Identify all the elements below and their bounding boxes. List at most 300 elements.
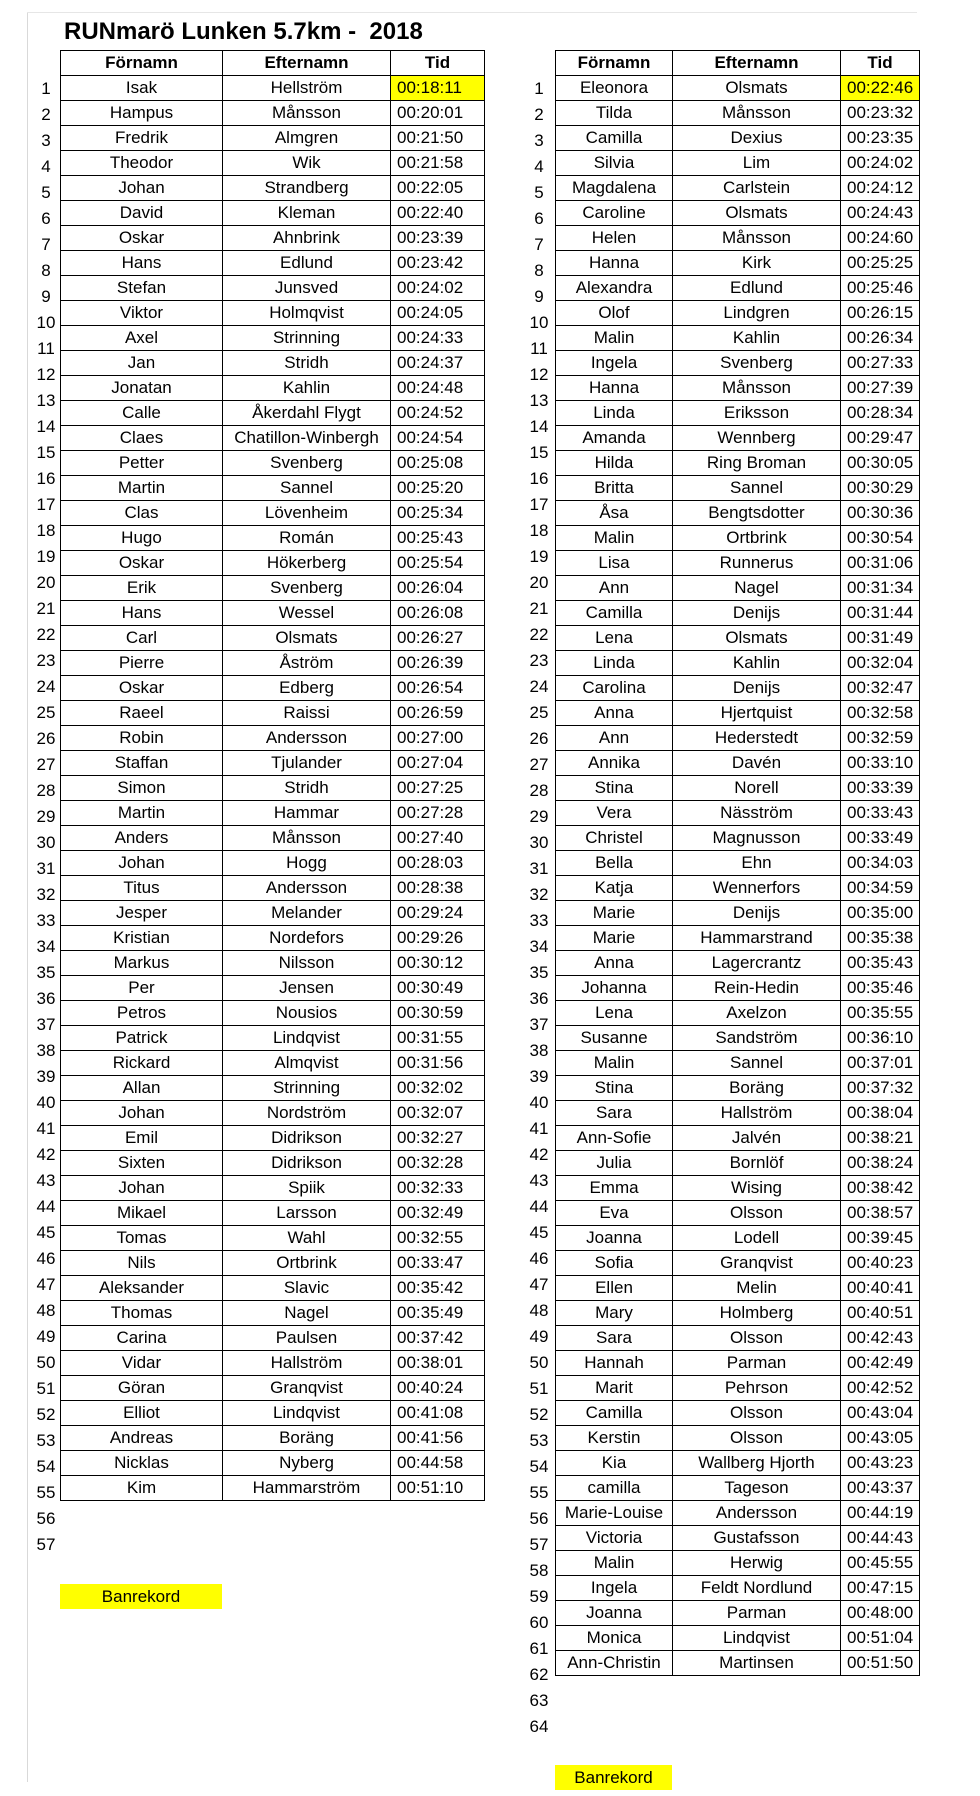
- last-name-cell: Månsson: [673, 376, 841, 401]
- page-title: RUNmarö Lunken 5.7km - 2018: [64, 18, 423, 45]
- table-row: [61, 751, 485, 776]
- table-row: [556, 1026, 920, 1051]
- table-row: [61, 951, 485, 976]
- last-name-cell: Månsson: [223, 101, 391, 126]
- last-name-cell: Junsved: [223, 276, 391, 301]
- first-name-cell: Caroline: [556, 201, 673, 226]
- table-row: [556, 1001, 920, 1026]
- table-row: [556, 526, 920, 551]
- first-name-cell: Sixten: [61, 1151, 223, 1176]
- header-time: Tid: [841, 51, 920, 76]
- first-name-cell: Martin: [61, 476, 223, 501]
- last-name-cell: Herwig: [673, 1551, 841, 1576]
- time-cell: 00:32:02: [391, 1076, 485, 1101]
- last-name-cell: Nordström: [223, 1101, 391, 1126]
- men-table-header: [61, 51, 485, 76]
- time-cell: 00:26:54: [391, 676, 485, 701]
- time-cell: 00:37:32: [841, 1076, 920, 1101]
- placement-number: 36: [36, 989, 56, 1008]
- time-cell: 00:27:04: [391, 751, 485, 776]
- first-name-cell: Tilda: [556, 101, 673, 126]
- last-name-cell: Kahlin: [223, 376, 391, 401]
- table-row: [61, 926, 485, 951]
- table-row: [61, 1051, 485, 1076]
- last-name-cell: Stridh: [223, 776, 391, 801]
- placement-number: 28: [529, 781, 549, 800]
- first-name-cell: Vidar: [61, 1351, 223, 1376]
- table-row: [556, 1451, 920, 1476]
- table-row: [61, 626, 485, 651]
- first-name-cell: Alexandra: [556, 276, 673, 301]
- table-row: [556, 426, 920, 451]
- table-row: [556, 401, 920, 426]
- table-row: [61, 301, 485, 326]
- placement-number: 50: [36, 1353, 56, 1372]
- placement-number: 22: [36, 625, 56, 644]
- first-name-cell: Monica: [556, 1626, 673, 1651]
- time-cell: 00:31:56: [391, 1051, 485, 1076]
- placement-number: 6: [534, 209, 544, 228]
- first-name-cell: Erik: [61, 576, 223, 601]
- time-cell: 00:31:44: [841, 601, 920, 626]
- table-row: [61, 351, 485, 376]
- last-name-cell: Granqvist: [673, 1251, 841, 1276]
- placement-number: 16: [529, 469, 549, 488]
- last-name-cell: Román: [223, 526, 391, 551]
- first-name-cell: Camilla: [556, 126, 673, 151]
- last-name-cell: Nagel: [673, 576, 841, 601]
- last-name-cell: Holmberg: [673, 1301, 841, 1326]
- placement-number: 33: [36, 911, 56, 930]
- last-name-cell: Spiik: [223, 1176, 391, 1201]
- first-name-cell: Staffan: [61, 751, 223, 776]
- table-row: [556, 776, 920, 801]
- table-row: [556, 1051, 920, 1076]
- table-row: [556, 251, 920, 276]
- placement-number: 41: [36, 1119, 56, 1138]
- placement-number: 38: [529, 1041, 549, 1060]
- time-cell: 00:25:46: [841, 276, 920, 301]
- time-cell: 00:24:37: [391, 351, 485, 376]
- women-table-header: [556, 51, 920, 76]
- table-row: [556, 926, 920, 951]
- first-name-cell: Jesper: [61, 901, 223, 926]
- table-row: [556, 176, 920, 201]
- time-cell: 00:33:39: [841, 776, 920, 801]
- placement-number: 37: [36, 1015, 56, 1034]
- time-cell: 00:32:59: [841, 726, 920, 751]
- table-row: [61, 151, 485, 176]
- first-name-cell: Fredrik: [61, 126, 223, 151]
- placement-number: 22: [529, 625, 549, 644]
- time-cell: 00:25:34: [391, 501, 485, 526]
- table-row: [61, 601, 485, 626]
- time-cell: 00:26:04: [391, 576, 485, 601]
- time-cell: 00:32:28: [391, 1151, 485, 1176]
- first-name-cell: Malin: [556, 1051, 673, 1076]
- time-cell: 00:27:39: [841, 376, 920, 401]
- first-name-cell: Allan: [61, 1076, 223, 1101]
- placement-number: 36: [529, 989, 549, 1008]
- placement-number: 26: [36, 729, 56, 748]
- last-name-cell: Didrikson: [223, 1126, 391, 1151]
- first-name-cell: Linda: [556, 401, 673, 426]
- last-name-cell: Wessel: [223, 601, 391, 626]
- last-name-cell: Wennberg: [673, 426, 841, 451]
- time-cell: 00:47:15: [841, 1576, 920, 1601]
- first-name-cell: Mikael: [61, 1201, 223, 1226]
- header-last-name: Efternamn: [223, 51, 391, 76]
- last-name-cell: Sannel: [223, 476, 391, 501]
- placement-number: 17: [529, 495, 549, 514]
- placement-number: 46: [529, 1249, 549, 1268]
- first-name-cell: Marie-Louise: [556, 1501, 673, 1526]
- table-row: [556, 601, 920, 626]
- first-name-cell: Ann: [556, 576, 673, 601]
- table-row: [61, 1026, 485, 1051]
- time-cell: 00:40:24: [391, 1376, 485, 1401]
- placement-number: 45: [36, 1223, 56, 1242]
- last-name-cell: Andersson: [673, 1501, 841, 1526]
- first-name-cell: David: [61, 201, 223, 226]
- table-row: [61, 1326, 485, 1351]
- time-cell: 00:40:23: [841, 1251, 920, 1276]
- table-row: [556, 1401, 920, 1426]
- time-cell: 00:37:01: [841, 1051, 920, 1076]
- first-name-cell: Ellen: [556, 1276, 673, 1301]
- first-name-cell: Oskar: [61, 676, 223, 701]
- table-row: [556, 876, 920, 901]
- time-cell: 00:35:42: [391, 1276, 485, 1301]
- last-name-cell: Paulsen: [223, 1326, 391, 1351]
- page-border: [27, 12, 28, 1782]
- placement-number: 1: [534, 79, 544, 98]
- time-cell: 00:31:34: [841, 576, 920, 601]
- placement-number: 2: [41, 105, 51, 124]
- time-cell: 00:40:41: [841, 1276, 920, 1301]
- placement-number: 14: [36, 417, 56, 436]
- table-row: [61, 76, 485, 101]
- placement-number: 19: [36, 547, 56, 566]
- placement-number: 44: [529, 1197, 549, 1216]
- last-name-cell: Boräng: [673, 1076, 841, 1101]
- time-cell: 00:33:49: [841, 826, 920, 851]
- table-row: [556, 301, 920, 326]
- time-cell: 00:32:07: [391, 1101, 485, 1126]
- last-name-cell: Näsström: [673, 801, 841, 826]
- last-name-cell: Olsson: [673, 1426, 841, 1451]
- last-name-cell: Hederstedt: [673, 726, 841, 751]
- time-cell: 00:31:06: [841, 551, 920, 576]
- last-name-cell: Stridh: [223, 351, 391, 376]
- last-name-cell: Melin: [673, 1276, 841, 1301]
- time-cell: 00:35:43: [841, 951, 920, 976]
- table-row: [61, 1076, 485, 1101]
- first-name-cell: Calle: [61, 401, 223, 426]
- placement-number: 21: [36, 599, 56, 618]
- time-cell: 00:48:00: [841, 1601, 920, 1626]
- time-cell: 00:27:33: [841, 351, 920, 376]
- last-name-cell: Gustafsson: [673, 1526, 841, 1551]
- time-cell: 00:34:03: [841, 851, 920, 876]
- placement-number: 51: [36, 1379, 56, 1398]
- last-name-cell: Åström: [223, 651, 391, 676]
- table-row: [556, 276, 920, 301]
- last-name-cell: Nousios: [223, 1001, 391, 1026]
- placement-number: 57: [36, 1535, 56, 1554]
- last-name-cell: Olsson: [673, 1401, 841, 1426]
- last-name-cell: Nagel: [223, 1301, 391, 1326]
- last-name-cell: Månsson: [223, 826, 391, 851]
- last-name-cell: Ehn: [673, 851, 841, 876]
- time-cell: 00:25:20: [391, 476, 485, 501]
- time-cell: 00:38:21: [841, 1126, 920, 1151]
- last-name-cell: Denijs: [673, 901, 841, 926]
- placement-number: 24: [36, 677, 56, 696]
- table-row: [556, 376, 920, 401]
- first-name-cell: Susanne: [556, 1026, 673, 1051]
- table-row: [556, 1551, 920, 1576]
- placement-number: 57: [529, 1535, 549, 1554]
- last-name-cell: Andersson: [223, 726, 391, 751]
- first-name-cell: Christel: [556, 826, 673, 851]
- header-time: Tid: [391, 51, 485, 76]
- time-cell: 00:27:00: [391, 726, 485, 751]
- table-row: [556, 151, 920, 176]
- time-cell: 00:42:49: [841, 1351, 920, 1376]
- time-cell: 00:25:43: [391, 526, 485, 551]
- last-name-cell: Olsson: [673, 1326, 841, 1351]
- table-row: [556, 1626, 920, 1651]
- placement-number: 18: [529, 521, 549, 540]
- time-cell: 00:25:54: [391, 551, 485, 576]
- last-name-cell: Lim: [673, 151, 841, 176]
- last-name-cell: Strinning: [223, 326, 391, 351]
- table-row: [61, 126, 485, 151]
- placement-number: 4: [534, 157, 544, 176]
- first-name-cell: Raeel: [61, 701, 223, 726]
- time-cell: 00:32:33: [391, 1176, 485, 1201]
- placement-number: 23: [36, 651, 56, 670]
- time-cell: 00:26:08: [391, 601, 485, 626]
- time-cell: 00:20:01: [391, 101, 485, 126]
- placement-number: 44: [36, 1197, 56, 1216]
- placement-number: 11: [37, 339, 55, 358]
- placement-number: 3: [41, 131, 51, 150]
- last-name-cell: Svenberg: [223, 576, 391, 601]
- time-cell: 00:41:08: [391, 1401, 485, 1426]
- last-name-cell: Tjulander: [223, 751, 391, 776]
- table-row: [556, 476, 920, 501]
- table-row: [556, 1151, 920, 1176]
- table-row: [61, 551, 485, 576]
- placement-number: 45: [529, 1223, 549, 1242]
- placement-number: 8: [534, 261, 544, 280]
- placement-number: 17: [36, 495, 56, 514]
- time-cell: 00:24:12: [841, 176, 920, 201]
- table-row: [61, 526, 485, 551]
- table-row: [61, 1351, 485, 1376]
- last-name-cell: Lodell: [673, 1226, 841, 1251]
- last-name-cell: Lindqvist: [673, 1626, 841, 1651]
- placement-number: 56: [529, 1509, 549, 1528]
- table-row: [61, 501, 485, 526]
- table-row: [556, 1476, 920, 1501]
- last-name-cell: Feldt Nordlund: [673, 1576, 841, 1601]
- time-cell: 00:44:58: [391, 1451, 485, 1476]
- first-name-cell: Åsa: [556, 501, 673, 526]
- placement-number: 54: [36, 1457, 56, 1476]
- first-name-cell: Jan: [61, 351, 223, 376]
- table-row: [61, 826, 485, 851]
- first-name-cell: Silvia: [556, 151, 673, 176]
- table-row: [556, 1226, 920, 1251]
- first-name-cell: Jonatan: [61, 376, 223, 401]
- last-name-cell: Slavic: [223, 1276, 391, 1301]
- last-name-cell: Kleman: [223, 201, 391, 226]
- time-cell: 00:37:42: [391, 1326, 485, 1351]
- time-cell: 00:36:10: [841, 1026, 920, 1051]
- first-name-cell: Nicklas: [61, 1451, 223, 1476]
- last-name-cell: Hallström: [223, 1351, 391, 1376]
- placement-number: 15: [529, 443, 549, 462]
- men-results-table: [60, 50, 485, 1501]
- first-name-cell: Rickard: [61, 1051, 223, 1076]
- time-cell: 00:30:36: [841, 501, 920, 526]
- men-placement-column: [30, 76, 62, 1558]
- last-name-cell: Magnusson: [673, 826, 841, 851]
- last-name-cell: Lagercrantz: [673, 951, 841, 976]
- table-row: [556, 451, 920, 476]
- first-name-cell: Malin: [556, 1551, 673, 1576]
- time-cell: 00:41:56: [391, 1426, 485, 1451]
- table-row: [61, 701, 485, 726]
- table-row: [61, 1251, 485, 1276]
- placement-number: 63: [529, 1691, 549, 1710]
- placement-number: 14: [529, 417, 549, 436]
- placement-number: 29: [36, 807, 56, 826]
- first-name-cell: Amanda: [556, 426, 673, 451]
- time-cell: 00:35:46: [841, 976, 920, 1001]
- first-name-cell: Aleksander: [61, 1276, 223, 1301]
- placement-number: 58: [529, 1561, 549, 1580]
- placement-number: 16: [36, 469, 56, 488]
- first-name-cell: Johan: [61, 1176, 223, 1201]
- table-row: [61, 201, 485, 226]
- first-name-cell: Pierre: [61, 651, 223, 676]
- table-row: [556, 801, 920, 826]
- placement-number: 28: [36, 781, 56, 800]
- table-row: [556, 1251, 920, 1276]
- first-name-cell: Emma: [556, 1176, 673, 1201]
- placement-number: 62: [529, 1665, 549, 1684]
- table-row: [61, 476, 485, 501]
- placement-number: 60: [529, 1613, 549, 1632]
- time-cell: 00:35:00: [841, 901, 920, 926]
- table-row: [556, 1101, 920, 1126]
- placement-number: 50: [529, 1353, 549, 1372]
- first-name-cell: Axel: [61, 326, 223, 351]
- time-cell: 00:32:27: [391, 1126, 485, 1151]
- first-name-cell: Titus: [61, 876, 223, 901]
- last-name-cell: Hellström: [223, 76, 391, 101]
- course-record-legend-women: Banrekord: [555, 1765, 672, 1790]
- page-border-top: [27, 12, 917, 13]
- placement-number: 21: [529, 599, 549, 618]
- table-row: [61, 326, 485, 351]
- placement-number: 49: [529, 1327, 549, 1346]
- time-cell: 00:32:04: [841, 651, 920, 676]
- first-name-cell: Markus: [61, 951, 223, 976]
- placement-number: 25: [529, 703, 549, 722]
- last-name-cell: Hökerberg: [223, 551, 391, 576]
- last-name-cell: Ortbrink: [673, 526, 841, 551]
- first-name-cell: Oskar: [61, 551, 223, 576]
- table-row: [61, 1401, 485, 1426]
- last-name-cell: Sannel: [673, 1051, 841, 1076]
- time-cell: 00:44:43: [841, 1526, 920, 1551]
- time-cell: 00:35:49: [391, 1301, 485, 1326]
- last-name-cell: Holmqvist: [223, 301, 391, 326]
- placement-number: 46: [36, 1249, 56, 1268]
- table-row: [556, 1301, 920, 1326]
- first-name-cell: Johan: [61, 1101, 223, 1126]
- table-row: [61, 726, 485, 751]
- header-first-name: Förnamn: [61, 51, 223, 76]
- table-row: [61, 251, 485, 276]
- last-name-cell: Ring Broman: [673, 451, 841, 476]
- first-name-cell: Lisa: [556, 551, 673, 576]
- time-cell: 00:26:27: [391, 626, 485, 651]
- first-name-cell: Ingela: [556, 1576, 673, 1601]
- first-name-cell: Marie: [556, 901, 673, 926]
- table-row: [556, 1576, 920, 1601]
- time-cell: 00:24:48: [391, 376, 485, 401]
- placement-number: 18: [36, 521, 56, 540]
- time-cell: 00:43:05: [841, 1426, 920, 1451]
- time-cell: 00:43:37: [841, 1476, 920, 1501]
- placement-number: 35: [36, 963, 56, 982]
- placement-number: 52: [36, 1405, 56, 1424]
- time-cell: 00:24:54: [391, 426, 485, 451]
- table-row: [61, 401, 485, 426]
- time-cell: 00:30:12: [391, 951, 485, 976]
- time-cell: 00:34:59: [841, 876, 920, 901]
- last-name-cell: Hogg: [223, 851, 391, 876]
- first-name-cell: Johanna: [556, 976, 673, 1001]
- first-name-cell: Martin: [61, 801, 223, 826]
- first-name-cell: Hanna: [556, 251, 673, 276]
- last-name-cell: Lindqvist: [223, 1026, 391, 1051]
- placement-number: 47: [36, 1275, 56, 1294]
- last-name-cell: Edlund: [223, 251, 391, 276]
- table-row: [61, 851, 485, 876]
- time-cell: 00:29:47: [841, 426, 920, 451]
- time-cell: 00:24:05: [391, 301, 485, 326]
- time-cell: 00:31:55: [391, 1026, 485, 1051]
- first-name-cell: Julia: [556, 1151, 673, 1176]
- time-cell: 00:30:59: [391, 1001, 485, 1026]
- last-name-cell: Hjertquist: [673, 701, 841, 726]
- table-row: [61, 101, 485, 126]
- table-row: [61, 676, 485, 701]
- table-row: [556, 726, 920, 751]
- header-first-name: Förnamn: [556, 51, 673, 76]
- first-name-cell: Sara: [556, 1101, 673, 1126]
- placement-number: 10: [529, 313, 549, 332]
- placement-number: 7: [534, 235, 544, 254]
- last-name-cell: Kirk: [673, 251, 841, 276]
